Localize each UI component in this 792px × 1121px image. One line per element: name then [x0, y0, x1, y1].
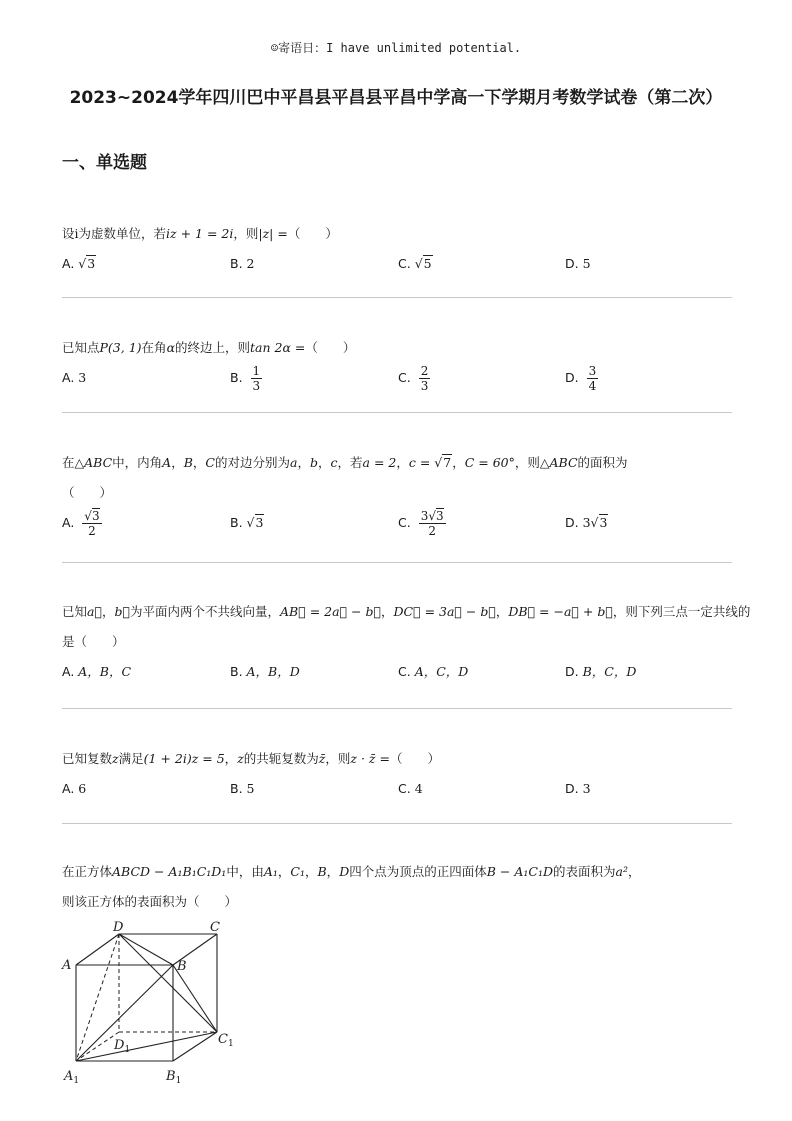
question-4-stem-line2: 是（ ）: [62, 634, 125, 649]
divider: [62, 708, 732, 709]
question-3-paren: （ ）: [62, 485, 113, 500]
question-5: [62, 744, 732, 804]
label-c: C: [210, 920, 220, 935]
page-title: 2023~2024学年四川巴中平昌县平昌县平昌中学高一下学期月考数学试卷（第二次）: [69, 88, 723, 108]
edge-dc1: [119, 934, 217, 1032]
motto: ☺寄语日：I have unlimited potential.: [270, 41, 522, 55]
question-1: [62, 219, 732, 279]
question-3: [62, 448, 732, 548]
question-1-stem: 设i为虚数单位，若iz + 1 = 2i，则|z| =（ ）: [62, 226, 338, 241]
option-d[interactable]: D. 3√3: [565, 515, 608, 530]
option-a[interactable]: A. 6: [62, 781, 87, 796]
option-c[interactable]: C. $\frac{2}{3}$: [398, 364, 429, 393]
option-a[interactable]: A. √3: [62, 256, 96, 271]
option-b[interactable]: B. A，B，D: [230, 664, 300, 679]
option-b[interactable]: B. √3: [230, 515, 264, 530]
option-a[interactable]: A. A，B，C: [62, 664, 132, 679]
question-5-options: [62, 774, 732, 804]
question-6: [62, 857, 732, 917]
edge-da1-hidden: [76, 934, 119, 1061]
option-b[interactable]: B. $\frac{1}{3}$: [230, 364, 261, 393]
option-c[interactable]: C. A，C，D: [398, 664, 469, 679]
divider: [62, 823, 732, 824]
question-4: [62, 597, 751, 687]
label-d: D: [113, 920, 124, 935]
divider: [62, 562, 732, 563]
label-a: A: [62, 958, 72, 973]
question-2: [62, 333, 732, 401]
label-d1: $D_1$: [114, 1038, 131, 1055]
option-c[interactable]: C. 4: [398, 781, 423, 796]
edge-ad: [76, 934, 119, 965]
option-d[interactable]: D. B，C，D: [565, 664, 637, 679]
divider: [62, 412, 732, 413]
option-a[interactable]: A. 3: [62, 370, 87, 385]
section-heading: 一、单选题: [62, 153, 147, 173]
question-4-options: [62, 657, 732, 687]
option-d[interactable]: D. 5: [565, 256, 591, 271]
question-2-stem: 已知点P(3, 1)在角α的终边上，则tan 2α =（ ）: [62, 340, 356, 355]
divider: [62, 297, 732, 298]
question-5-stem: 已知复数z满足(1 + 2i)z = 5，z的共轭复数为z̄，则z · z̄ =（ ）: [62, 751, 440, 766]
question-2-options: [62, 363, 732, 401]
question-1-options: [62, 249, 732, 279]
edge-bc1: [173, 965, 217, 1032]
question-6-stem: 在正方体ABCD − A₁B₁C₁D₁中，由A₁，C₁，B，D四个点为顶点的正四面体B − A₁C₁D的表面积为a²，: [62, 864, 641, 879]
question-3-stem: 在△ABC中，内角A，B，C的对边分别为a，b，c，若a = 2，c = √7，C = 60°，则△ABC的面积为: [62, 455, 628, 470]
option-b[interactable]: B. 2: [230, 256, 255, 271]
label-c1: $C_1$: [218, 1032, 234, 1049]
option-a[interactable]: A. $\frac{√3}{2}$: [62, 509, 100, 538]
option-c[interactable]: C. $\frac{3√3}{2}$: [398, 509, 444, 538]
cube-diagram: [60, 918, 240, 1088]
option-b[interactable]: B. 5: [230, 781, 255, 796]
label-b1: $B_1$: [166, 1069, 182, 1086]
question-3-options: [62, 508, 732, 548]
option-d[interactable]: D. $\frac{3}{4}$: [565, 364, 597, 393]
label-a1: $A_1$: [64, 1069, 80, 1086]
cube-figure: [60, 918, 240, 1092]
option-d[interactable]: D. 3: [565, 781, 591, 796]
label-b: B: [177, 959, 187, 974]
question-4-stem: 已知a⃗，b⃗为平面内两个不共线向量，AB⃗ = 2a⃗ − b⃗，DC⃗ = 3a⃗ − b⃗，DB⃗ = −a⃗ + b⃗，则下列三点一定共线的: [62, 604, 751, 619]
option-c[interactable]: C. √5: [398, 256, 432, 271]
question-6-stem-line2: 则该正方体的表面积为（ ）: [62, 894, 238, 909]
